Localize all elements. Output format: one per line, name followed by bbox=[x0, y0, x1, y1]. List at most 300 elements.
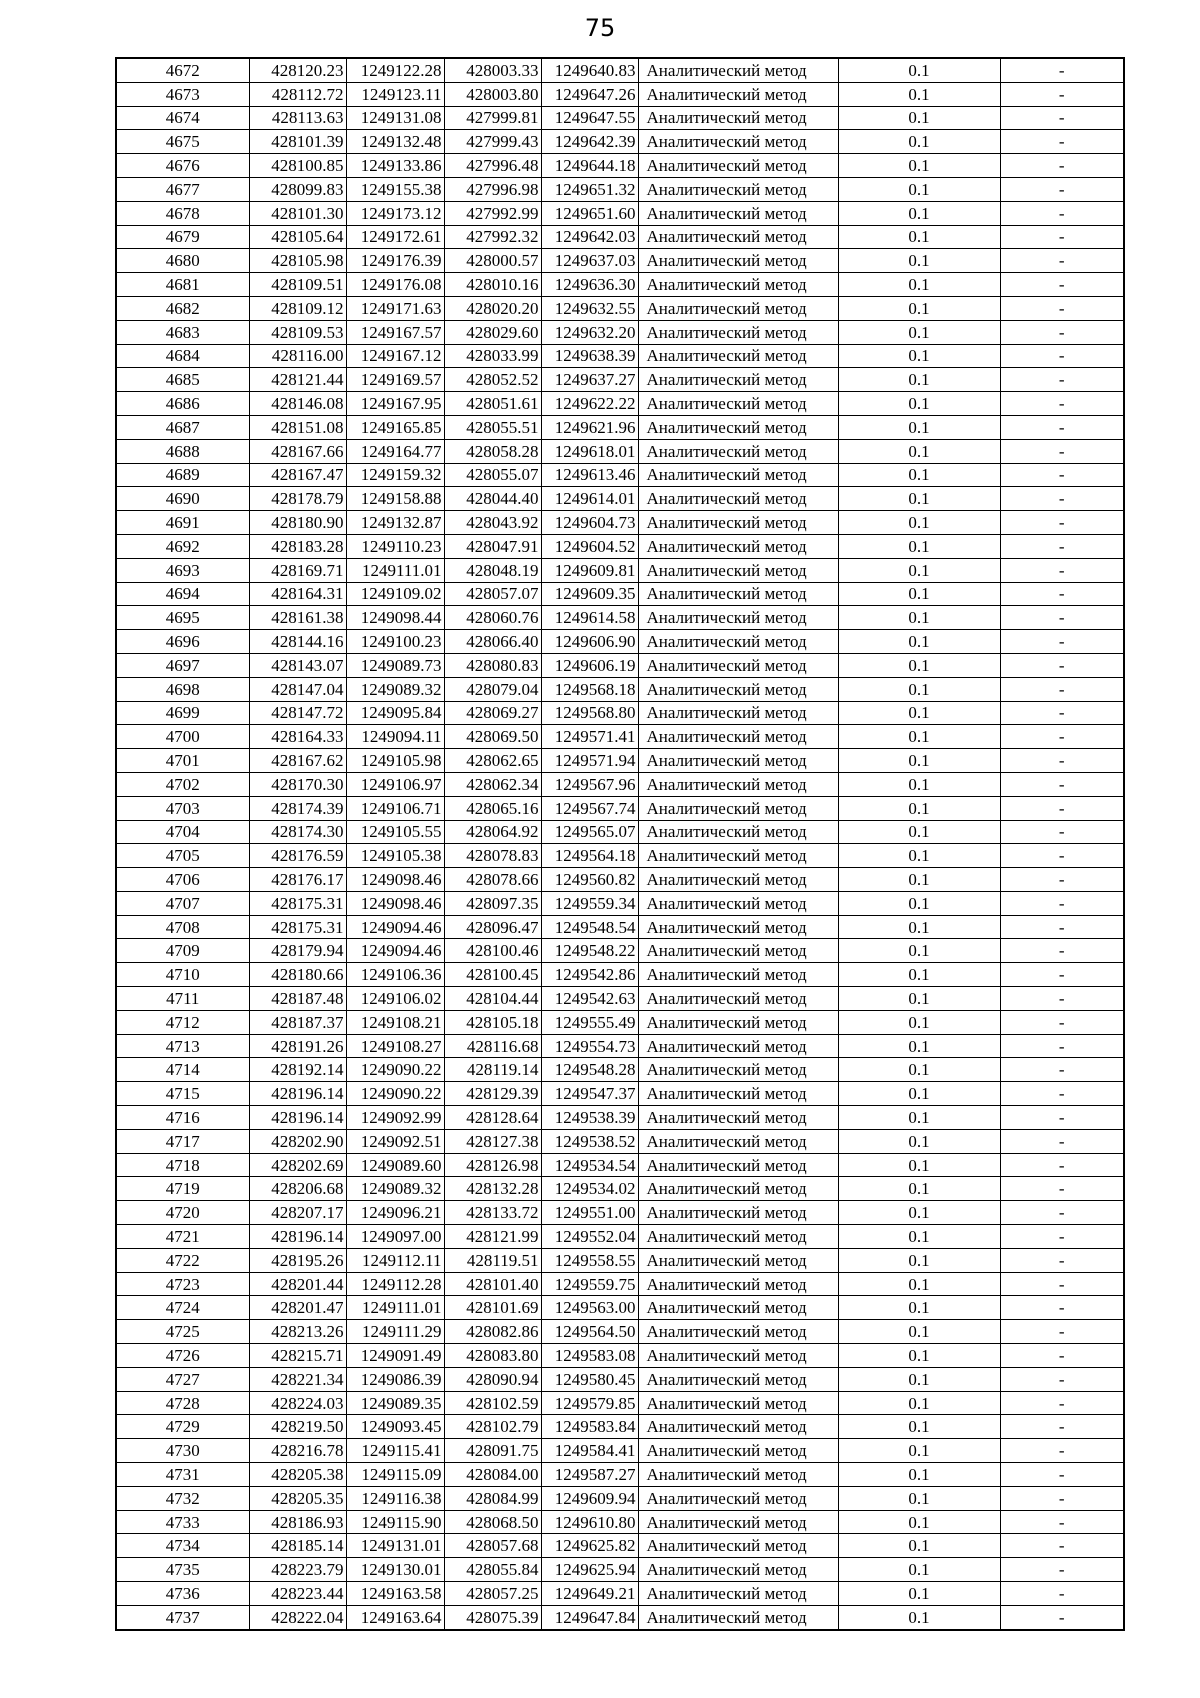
y1-cell: 1249105.55 bbox=[346, 820, 444, 844]
x1-cell: 428202.69 bbox=[249, 1153, 346, 1177]
point-number-cell: 4720 bbox=[116, 1201, 249, 1225]
point-number-cell: 4729 bbox=[116, 1415, 249, 1439]
x2-cell: 428084.00 bbox=[444, 1463, 541, 1487]
y2-cell: 1249609.81 bbox=[541, 558, 638, 582]
x1-cell: 428164.33 bbox=[249, 725, 346, 749]
point-number-cell: 4688 bbox=[116, 439, 249, 463]
method-cell: Аналитический метод bbox=[638, 1320, 838, 1344]
table-row bbox=[116, 772, 1124, 796]
x2-cell: 428078.66 bbox=[444, 868, 541, 892]
note-cell: - bbox=[1000, 1582, 1124, 1606]
y1-cell: 1249098.44 bbox=[346, 606, 444, 630]
note-cell: - bbox=[1000, 58, 1124, 82]
y1-cell: 1249089.32 bbox=[346, 677, 444, 701]
method-cell: Аналитический метод bbox=[638, 558, 838, 582]
method-cell: Аналитический метод bbox=[638, 1534, 838, 1558]
accuracy-cell: 0.1 bbox=[838, 963, 1000, 987]
method-cell: Аналитический метод bbox=[638, 154, 838, 178]
x1-cell: 428196.14 bbox=[249, 1082, 346, 1106]
accuracy-cell: 0.1 bbox=[838, 891, 1000, 915]
note-cell: - bbox=[1000, 1201, 1124, 1225]
method-cell: Аналитический метод bbox=[638, 177, 838, 201]
y2-cell: 1249560.82 bbox=[541, 868, 638, 892]
x1-cell: 428146.08 bbox=[249, 392, 346, 416]
method-cell: Аналитический метод bbox=[638, 701, 838, 725]
x2-cell: 428100.45 bbox=[444, 963, 541, 987]
point-number-cell: 4678 bbox=[116, 201, 249, 225]
x2-cell: 428102.79 bbox=[444, 1415, 541, 1439]
note-cell: - bbox=[1000, 939, 1124, 963]
y1-cell: 1249111.29 bbox=[346, 1320, 444, 1344]
accuracy-cell: 0.1 bbox=[838, 1415, 1000, 1439]
point-number-cell: 4674 bbox=[116, 106, 249, 130]
note-cell: - bbox=[1000, 392, 1124, 416]
point-number-cell: 4737 bbox=[116, 1605, 249, 1629]
x1-cell: 428205.38 bbox=[249, 1463, 346, 1487]
accuracy-cell: 0.1 bbox=[838, 154, 1000, 178]
note-cell: - bbox=[1000, 249, 1124, 273]
y1-cell: 1249097.00 bbox=[346, 1225, 444, 1249]
note-cell: - bbox=[1000, 1605, 1124, 1629]
point-number-cell: 4706 bbox=[116, 868, 249, 892]
point-number-cell: 4679 bbox=[116, 225, 249, 249]
x1-cell: 428144.16 bbox=[249, 630, 346, 654]
table-row bbox=[116, 249, 1124, 273]
method-cell: Аналитический метод bbox=[638, 1106, 838, 1130]
point-number-cell: 4731 bbox=[116, 1463, 249, 1487]
note-cell: - bbox=[1000, 701, 1124, 725]
method-cell: Аналитический метод bbox=[638, 1605, 838, 1629]
x1-cell: 428120.23 bbox=[249, 58, 346, 82]
method-cell: Аналитический метод bbox=[638, 939, 838, 963]
x2-cell: 428062.65 bbox=[444, 749, 541, 773]
y1-cell: 1249098.46 bbox=[346, 868, 444, 892]
x2-cell: 428065.16 bbox=[444, 796, 541, 820]
y2-cell: 1249571.94 bbox=[541, 749, 638, 773]
accuracy-cell: 0.1 bbox=[838, 392, 1000, 416]
x2-cell: 428010.16 bbox=[444, 273, 541, 297]
y1-cell: 1249108.21 bbox=[346, 1010, 444, 1034]
point-number-cell: 4692 bbox=[116, 534, 249, 558]
accuracy-cell: 0.1 bbox=[838, 1510, 1000, 1534]
point-number-cell: 4713 bbox=[116, 1034, 249, 1058]
table-row bbox=[116, 1534, 1124, 1558]
table-row bbox=[116, 796, 1124, 820]
table-row bbox=[116, 1415, 1124, 1439]
accuracy-cell: 0.1 bbox=[838, 82, 1000, 106]
y1-cell: 1249094.46 bbox=[346, 939, 444, 963]
x2-cell: 428069.50 bbox=[444, 725, 541, 749]
y2-cell: 1249558.55 bbox=[541, 1248, 638, 1272]
table-row bbox=[116, 1106, 1124, 1130]
accuracy-cell: 0.1 bbox=[838, 1225, 1000, 1249]
point-number-cell: 4680 bbox=[116, 249, 249, 273]
x2-cell: 428069.27 bbox=[444, 701, 541, 725]
x2-cell: 428060.76 bbox=[444, 606, 541, 630]
note-cell: - bbox=[1000, 534, 1124, 558]
method-cell: Аналитический метод bbox=[638, 534, 838, 558]
x2-cell: 428096.47 bbox=[444, 915, 541, 939]
table-row bbox=[116, 130, 1124, 154]
x1-cell: 428174.39 bbox=[249, 796, 346, 820]
x1-cell: 428116.00 bbox=[249, 344, 346, 368]
table-row bbox=[116, 1177, 1124, 1201]
y2-cell: 1249538.39 bbox=[541, 1106, 638, 1130]
method-cell: Аналитический метод bbox=[638, 606, 838, 630]
note-cell: - bbox=[1000, 463, 1124, 487]
x2-cell: 428058.28 bbox=[444, 439, 541, 463]
y2-cell: 1249637.03 bbox=[541, 249, 638, 273]
y1-cell: 1249176.08 bbox=[346, 273, 444, 297]
x1-cell: 428161.38 bbox=[249, 606, 346, 630]
y2-cell: 1249651.32 bbox=[541, 177, 638, 201]
x1-cell: 428180.90 bbox=[249, 511, 346, 535]
method-cell: Аналитический метод bbox=[638, 463, 838, 487]
table-row bbox=[116, 1129, 1124, 1153]
y2-cell: 1249622.22 bbox=[541, 392, 638, 416]
y2-cell: 1249613.46 bbox=[541, 463, 638, 487]
y2-cell: 1249640.83 bbox=[541, 58, 638, 82]
x2-cell: 428068.50 bbox=[444, 1510, 541, 1534]
x2-cell: 428132.28 bbox=[444, 1177, 541, 1201]
point-number-cell: 4695 bbox=[116, 606, 249, 630]
x2-cell: 427996.98 bbox=[444, 177, 541, 201]
method-cell: Аналитический метод bbox=[638, 1582, 838, 1606]
note-cell: - bbox=[1000, 772, 1124, 796]
note-cell: - bbox=[1000, 225, 1124, 249]
note-cell: - bbox=[1000, 1225, 1124, 1249]
note-cell: - bbox=[1000, 1082, 1124, 1106]
y1-cell: 1249092.51 bbox=[346, 1129, 444, 1153]
note-cell: - bbox=[1000, 1534, 1124, 1558]
y2-cell: 1249647.55 bbox=[541, 106, 638, 130]
x2-cell: 428090.94 bbox=[444, 1367, 541, 1391]
y2-cell: 1249579.85 bbox=[541, 1391, 638, 1415]
method-cell: Аналитический метод bbox=[638, 1558, 838, 1582]
method-cell: Аналитический метод bbox=[638, 1391, 838, 1415]
accuracy-cell: 0.1 bbox=[838, 558, 1000, 582]
accuracy-cell: 0.1 bbox=[838, 915, 1000, 939]
y2-cell: 1249632.55 bbox=[541, 296, 638, 320]
x1-cell: 428100.85 bbox=[249, 154, 346, 178]
table-row bbox=[116, 1272, 1124, 1296]
x2-cell: 428100.46 bbox=[444, 939, 541, 963]
x1-cell: 428105.64 bbox=[249, 225, 346, 249]
x1-cell: 428113.63 bbox=[249, 106, 346, 130]
x2-cell: 428055.51 bbox=[444, 415, 541, 439]
accuracy-cell: 0.1 bbox=[838, 701, 1000, 725]
x2-cell: 428047.91 bbox=[444, 534, 541, 558]
y2-cell: 1249638.39 bbox=[541, 344, 638, 368]
y2-cell: 1249567.74 bbox=[541, 796, 638, 820]
note-cell: - bbox=[1000, 1129, 1124, 1153]
y2-cell: 1249583.84 bbox=[541, 1415, 638, 1439]
table-row bbox=[116, 1344, 1124, 1368]
point-number-cell: 4675 bbox=[116, 130, 249, 154]
accuracy-cell: 0.1 bbox=[838, 772, 1000, 796]
point-number-cell: 4690 bbox=[116, 487, 249, 511]
accuracy-cell: 0.1 bbox=[838, 344, 1000, 368]
y1-cell: 1249109.02 bbox=[346, 582, 444, 606]
y2-cell: 1249614.01 bbox=[541, 487, 638, 511]
table-row bbox=[116, 511, 1124, 535]
y2-cell: 1249584.41 bbox=[541, 1439, 638, 1463]
table-row bbox=[116, 415, 1124, 439]
y1-cell: 1249159.32 bbox=[346, 463, 444, 487]
method-cell: Аналитический метод bbox=[638, 415, 838, 439]
table-row bbox=[116, 939, 1124, 963]
point-number-cell: 4714 bbox=[116, 1058, 249, 1082]
note-cell: - bbox=[1000, 1272, 1124, 1296]
note-cell: - bbox=[1000, 963, 1124, 987]
y1-cell: 1249096.21 bbox=[346, 1201, 444, 1225]
x1-cell: 428176.59 bbox=[249, 844, 346, 868]
x2-cell: 428057.07 bbox=[444, 582, 541, 606]
accuracy-cell: 0.1 bbox=[838, 677, 1000, 701]
y2-cell: 1249571.41 bbox=[541, 725, 638, 749]
accuracy-cell: 0.1 bbox=[838, 1082, 1000, 1106]
y1-cell: 1249155.38 bbox=[346, 177, 444, 201]
accuracy-cell: 0.1 bbox=[838, 177, 1000, 201]
note-cell: - bbox=[1000, 1558, 1124, 1582]
y2-cell: 1249559.75 bbox=[541, 1272, 638, 1296]
method-cell: Аналитический метод bbox=[638, 1129, 838, 1153]
method-cell: Аналитический метод bbox=[638, 630, 838, 654]
table-row bbox=[116, 439, 1124, 463]
note-cell: - bbox=[1000, 915, 1124, 939]
x1-cell: 428109.51 bbox=[249, 273, 346, 297]
x2-cell: 428083.80 bbox=[444, 1344, 541, 1368]
x1-cell: 428109.53 bbox=[249, 320, 346, 344]
table-row bbox=[116, 1486, 1124, 1510]
point-number-cell: 4696 bbox=[116, 630, 249, 654]
method-cell: Аналитический метод bbox=[638, 1034, 838, 1058]
y1-cell: 1249132.87 bbox=[346, 511, 444, 535]
point-number-cell: 4702 bbox=[116, 772, 249, 796]
point-number-cell: 4705 bbox=[116, 844, 249, 868]
y2-cell: 1249609.35 bbox=[541, 582, 638, 606]
method-cell: Аналитический метод bbox=[638, 1296, 838, 1320]
accuracy-cell: 0.1 bbox=[838, 511, 1000, 535]
x1-cell: 428215.71 bbox=[249, 1344, 346, 1368]
x2-cell: 428055.07 bbox=[444, 463, 541, 487]
y1-cell: 1249100.23 bbox=[346, 630, 444, 654]
table-row bbox=[116, 344, 1124, 368]
x1-cell: 428180.66 bbox=[249, 963, 346, 987]
table-row bbox=[116, 154, 1124, 178]
note-cell: - bbox=[1000, 273, 1124, 297]
y1-cell: 1249093.45 bbox=[346, 1415, 444, 1439]
table-row bbox=[116, 558, 1124, 582]
x1-cell: 428187.37 bbox=[249, 1010, 346, 1034]
accuracy-cell: 0.1 bbox=[838, 653, 1000, 677]
x1-cell: 428187.48 bbox=[249, 987, 346, 1011]
method-cell: Аналитический метод bbox=[638, 915, 838, 939]
method-cell: Аналитический метод bbox=[638, 58, 838, 82]
table-row bbox=[116, 630, 1124, 654]
method-cell: Аналитический метод bbox=[638, 1272, 838, 1296]
table-row bbox=[116, 1367, 1124, 1391]
table-row bbox=[116, 1558, 1124, 1582]
table-row bbox=[116, 1201, 1124, 1225]
y2-cell: 1249547.37 bbox=[541, 1082, 638, 1106]
y2-cell: 1249559.34 bbox=[541, 891, 638, 915]
note-cell: - bbox=[1000, 558, 1124, 582]
y1-cell: 1249133.86 bbox=[346, 154, 444, 178]
point-number-cell: 4694 bbox=[116, 582, 249, 606]
x2-cell: 428133.72 bbox=[444, 1201, 541, 1225]
note-cell: - bbox=[1000, 415, 1124, 439]
accuracy-cell: 0.1 bbox=[838, 1486, 1000, 1510]
x1-cell: 428205.35 bbox=[249, 1486, 346, 1510]
x2-cell: 428029.60 bbox=[444, 320, 541, 344]
method-cell: Аналитический метод bbox=[638, 130, 838, 154]
table-row bbox=[116, 177, 1124, 201]
accuracy-cell: 0.1 bbox=[838, 1058, 1000, 1082]
table-row bbox=[116, 963, 1124, 987]
y2-cell: 1249621.96 bbox=[541, 415, 638, 439]
table-row bbox=[116, 1391, 1124, 1415]
accuracy-cell: 0.1 bbox=[838, 415, 1000, 439]
method-cell: Аналитический метод bbox=[638, 1082, 838, 1106]
x2-cell: 428097.35 bbox=[444, 891, 541, 915]
x1-cell: 428147.72 bbox=[249, 701, 346, 725]
accuracy-cell: 0.1 bbox=[838, 1320, 1000, 1344]
accuracy-cell: 0.1 bbox=[838, 1106, 1000, 1130]
x2-cell: 428126.98 bbox=[444, 1153, 541, 1177]
x2-cell: 428020.20 bbox=[444, 296, 541, 320]
y1-cell: 1249108.27 bbox=[346, 1034, 444, 1058]
y2-cell: 1249580.45 bbox=[541, 1367, 638, 1391]
x1-cell: 428219.50 bbox=[249, 1415, 346, 1439]
table-row bbox=[116, 1582, 1124, 1606]
table-row bbox=[116, 891, 1124, 915]
x1-cell: 428179.94 bbox=[249, 939, 346, 963]
table-row bbox=[116, 1082, 1124, 1106]
note-cell: - bbox=[1000, 106, 1124, 130]
table-row bbox=[116, 1605, 1124, 1629]
x1-cell: 428109.12 bbox=[249, 296, 346, 320]
x2-cell: 428105.18 bbox=[444, 1010, 541, 1034]
x1-cell: 428224.03 bbox=[249, 1391, 346, 1415]
x2-cell: 428102.59 bbox=[444, 1391, 541, 1415]
table-row bbox=[116, 1439, 1124, 1463]
y2-cell: 1249632.20 bbox=[541, 320, 638, 344]
x2-cell: 428048.19 bbox=[444, 558, 541, 582]
method-cell: Аналитический метод bbox=[638, 796, 838, 820]
point-number-cell: 4701 bbox=[116, 749, 249, 773]
y2-cell: 1249538.52 bbox=[541, 1129, 638, 1153]
note-cell: - bbox=[1000, 677, 1124, 701]
y2-cell: 1249555.49 bbox=[541, 1010, 638, 1034]
accuracy-cell: 0.1 bbox=[838, 463, 1000, 487]
table-row bbox=[116, 606, 1124, 630]
note-cell: - bbox=[1000, 1010, 1124, 1034]
y2-cell: 1249587.27 bbox=[541, 1463, 638, 1487]
point-number-cell: 4708 bbox=[116, 915, 249, 939]
x1-cell: 428101.30 bbox=[249, 201, 346, 225]
note-cell: - bbox=[1000, 725, 1124, 749]
y2-cell: 1249604.52 bbox=[541, 534, 638, 558]
x2-cell: 428043.92 bbox=[444, 511, 541, 535]
y1-cell: 1249092.99 bbox=[346, 1106, 444, 1130]
table-row bbox=[116, 868, 1124, 892]
point-number-cell: 4689 bbox=[116, 463, 249, 487]
y2-cell: 1249618.01 bbox=[541, 439, 638, 463]
point-number-cell: 4686 bbox=[116, 392, 249, 416]
point-number-cell: 4718 bbox=[116, 1153, 249, 1177]
point-number-cell: 4698 bbox=[116, 677, 249, 701]
table-row bbox=[116, 534, 1124, 558]
x2-cell: 428127.38 bbox=[444, 1129, 541, 1153]
y2-cell: 1249583.08 bbox=[541, 1344, 638, 1368]
method-cell: Аналитический метод bbox=[638, 868, 838, 892]
x2-cell: 427999.43 bbox=[444, 130, 541, 154]
note-cell: - bbox=[1000, 82, 1124, 106]
point-number-cell: 4685 bbox=[116, 368, 249, 392]
point-number-cell: 4711 bbox=[116, 987, 249, 1011]
x1-cell: 428147.04 bbox=[249, 677, 346, 701]
point-number-cell: 4721 bbox=[116, 1225, 249, 1249]
x2-cell: 428091.75 bbox=[444, 1439, 541, 1463]
note-cell: - bbox=[1000, 749, 1124, 773]
point-number-cell: 4715 bbox=[116, 1082, 249, 1106]
y1-cell: 1249115.09 bbox=[346, 1463, 444, 1487]
point-number-cell: 4736 bbox=[116, 1582, 249, 1606]
x2-cell: 428080.83 bbox=[444, 653, 541, 677]
note-cell: - bbox=[1000, 606, 1124, 630]
accuracy-cell: 0.1 bbox=[838, 1248, 1000, 1272]
coordinates-table bbox=[115, 57, 1125, 1631]
y2-cell: 1249625.82 bbox=[541, 1534, 638, 1558]
x2-cell: 427999.81 bbox=[444, 106, 541, 130]
y2-cell: 1249568.80 bbox=[541, 701, 638, 725]
method-cell: Аналитический метод bbox=[638, 1153, 838, 1177]
accuracy-cell: 0.1 bbox=[838, 749, 1000, 773]
y2-cell: 1249642.39 bbox=[541, 130, 638, 154]
y2-cell: 1249610.80 bbox=[541, 1510, 638, 1534]
x1-cell: 428121.44 bbox=[249, 368, 346, 392]
x2-cell: 428079.04 bbox=[444, 677, 541, 701]
y1-cell: 1249164.77 bbox=[346, 439, 444, 463]
table-row bbox=[116, 1034, 1124, 1058]
method-cell: Аналитический метод bbox=[638, 772, 838, 796]
x1-cell: 428216.78 bbox=[249, 1439, 346, 1463]
y1-cell: 1249098.46 bbox=[346, 891, 444, 915]
accuracy-cell: 0.1 bbox=[838, 487, 1000, 511]
point-number-cell: 4687 bbox=[116, 415, 249, 439]
table-row bbox=[116, 915, 1124, 939]
y2-cell: 1249542.63 bbox=[541, 987, 638, 1011]
y1-cell: 1249132.48 bbox=[346, 130, 444, 154]
y2-cell: 1249625.94 bbox=[541, 1558, 638, 1582]
x1-cell: 428101.39 bbox=[249, 130, 346, 154]
y1-cell: 1249105.38 bbox=[346, 844, 444, 868]
y2-cell: 1249606.19 bbox=[541, 653, 638, 677]
method-cell: Аналитический метод bbox=[638, 891, 838, 915]
table-row bbox=[116, 320, 1124, 344]
table-row bbox=[116, 701, 1124, 725]
x1-cell: 428143.07 bbox=[249, 653, 346, 677]
table-row bbox=[116, 749, 1124, 773]
note-cell: - bbox=[1000, 630, 1124, 654]
note-cell: - bbox=[1000, 844, 1124, 868]
y1-cell: 1249111.01 bbox=[346, 558, 444, 582]
x1-cell: 428170.30 bbox=[249, 772, 346, 796]
point-number-cell: 4676 bbox=[116, 154, 249, 178]
method-cell: Аналитический метод bbox=[638, 1058, 838, 1082]
method-cell: Аналитический метод bbox=[638, 320, 838, 344]
